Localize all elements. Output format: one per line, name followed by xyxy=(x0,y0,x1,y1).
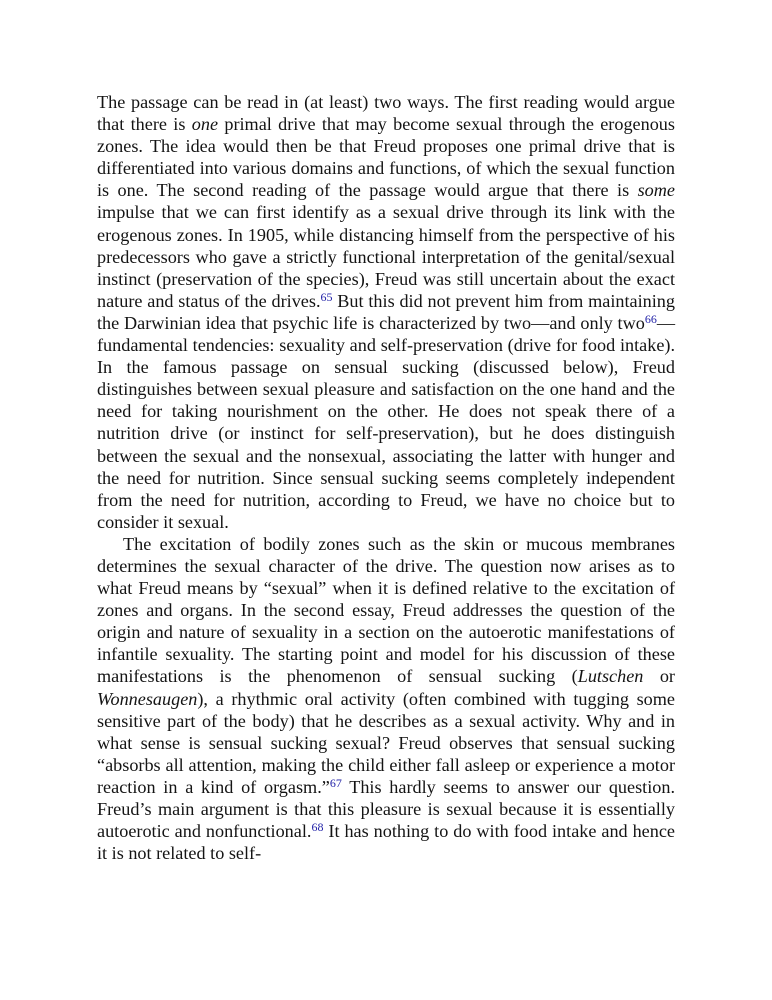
text-run: The excitation of bodily zones such as the skin or mucous membranes determines the sexual character of the drive. The question now arises as to what Freud means by “sexual” when it is defined relative to the excitation of zones and organs. In the second essay, Freud addresses the question of the origin and nature of sexuality in a section on the autoerotic manifestations of infantile sexuality. The starting point and model for his discussion of these manifestations is the phenomenon of sensual sucking ( xyxy=(97,533,675,687)
text-run: This hardly seems to answer our question. Freud’s main argument is that this pleasure is sexual because it is essentially autoerotic and nonfunctional. xyxy=(97,776,675,842)
text-run: But this did not prevent him from maintaining the Darwinian idea that psychic life is characterized by two—and only two xyxy=(97,290,675,333)
footnote-ref[interactable]: 68 xyxy=(311,820,324,835)
italic-text: one xyxy=(191,114,219,135)
paragraph-1 xyxy=(97,91,675,533)
footnote-ref[interactable]: 65 xyxy=(320,289,333,304)
footnote-ref[interactable]: 67 xyxy=(329,775,342,790)
italic-text: Lutschen xyxy=(577,666,644,687)
paragraph-2 xyxy=(97,533,675,864)
text-run: It has nothing to do with food intake and hence it is not related to self- xyxy=(97,821,675,864)
body-text xyxy=(97,91,675,864)
text-run: primal drive that may become sexual through the erogenous zones. The idea would then be that Freud proposes one primal drive that is differentiated into various domains and functions, of which the sexual function is one. The second reading of the passage would argue that there is xyxy=(97,114,675,201)
italic-text: some xyxy=(637,180,675,201)
text-run: ), a rhythmic oral activity (often combined with tugging some sensitive part of the body) that he describes as a sexual activity. Why and in what sense is sensual sucking sexual? Freud observes that sensual sucking “absorbs all attention, making the child either fall asleep or experience a motor reaction in a kind of orgasm.” xyxy=(97,688,675,797)
text-run: or xyxy=(643,666,675,687)
italic-text: Wonnesaugen xyxy=(97,688,198,709)
text-run: impulse that we can first identify as a sexual drive through its link with the erogenous zones. In 1905, while distancing himself from the perspective of his predecessors who gave a strictly functional interpretation of the genital/sexual instinct (preservation of the species), Freud was still uncertain about the exact nature and status of the drives. xyxy=(97,202,675,311)
text-run: —fundamental tendencies: sexuality and self-preservation (drive for food intake). In the famous passage on sensual sucking (discussed below), Freud distinguishes between sexual pleasure and satisfaction on the one hand and the need for taking nourishment on the other. He does not speak there of a nutrition drive (or instinct for self-preservation), but he does distinguish between the sexual and the nonsexual, associating the latter with hunger and the need for nutrition. Since sensual sucking seems completely independent from the need for nutrition, according to Freud, we have no choice but to consider it sexual. xyxy=(97,312,675,532)
text-run: The passage can be read in (at least) two ways. The first reading would argue that there is xyxy=(97,92,675,135)
footnote-ref[interactable]: 66 xyxy=(644,311,657,326)
